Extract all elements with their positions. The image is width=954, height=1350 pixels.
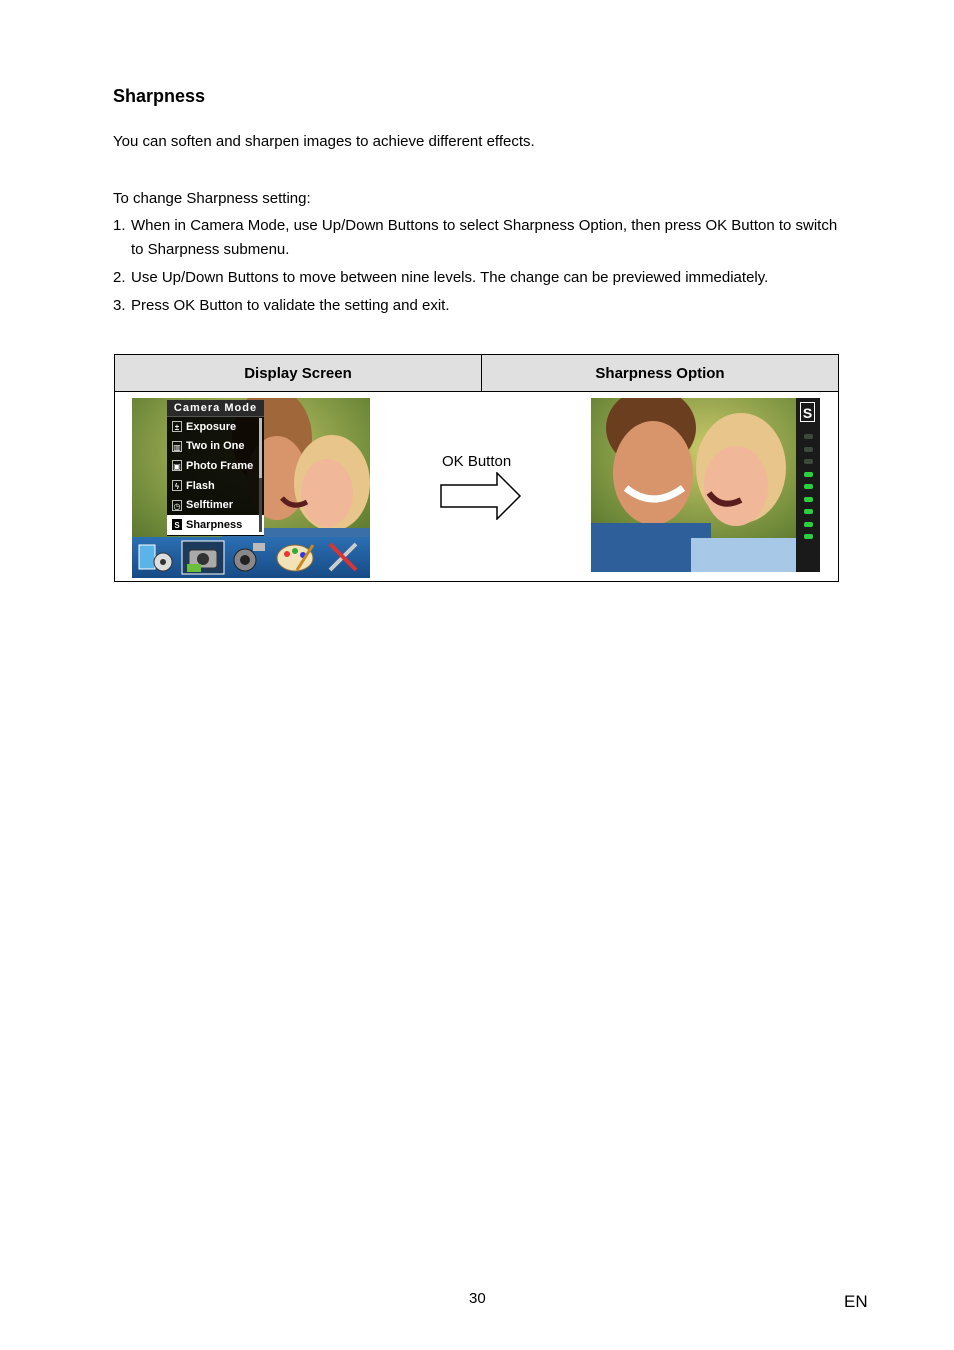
steps-list bbox=[113, 214, 848, 322]
sharpness-level-indicator bbox=[804, 484, 813, 489]
menu-item-sharpness[interactable] bbox=[167, 515, 264, 535]
sharpness-badge: S bbox=[800, 402, 815, 422]
family-photo bbox=[591, 398, 820, 572]
menu-item-label: Exposure bbox=[186, 420, 237, 433]
sharpness-option-header: Sharpness Option bbox=[482, 355, 838, 392]
playback-icon[interactable] bbox=[273, 540, 317, 575]
sharpness-option-screenshot bbox=[591, 398, 820, 572]
sharpness-icon: S bbox=[172, 519, 182, 530]
sharpness-level-indicator bbox=[804, 534, 813, 539]
sharpness-level-indicator bbox=[804, 522, 813, 527]
section-title: Sharpness bbox=[113, 86, 206, 106]
sharpness-level-indicator bbox=[804, 434, 813, 439]
menu-scrollbar[interactable] bbox=[259, 418, 262, 532]
right-arrow-icon bbox=[440, 472, 522, 520]
photo-frame-icon: ▣ bbox=[173, 462, 181, 472]
menu-item-label: Flash bbox=[186, 479, 215, 492]
movie-mode-icon[interactable] bbox=[135, 540, 179, 575]
language-tag: EN bbox=[844, 1292, 868, 1311]
step-number: 3. bbox=[113, 297, 126, 314]
menu-item-photo-frame[interactable] bbox=[167, 456, 264, 476]
sharpness-level-indicator bbox=[804, 459, 813, 464]
sharpness-level-indicator bbox=[804, 509, 813, 514]
menu-item-exposure[interactable] bbox=[167, 417, 264, 437]
flash-icon: ϟ bbox=[172, 480, 182, 491]
intro-text: You can soften and sharpen images to achieve different effects. bbox=[113, 133, 535, 150]
scrollbar-thumb[interactable] bbox=[259, 418, 262, 478]
step-text: Use Up/Down Buttons to move between nine levels. The change can be previewed immediately. bbox=[131, 269, 769, 286]
step-text: Press OK Button to validate the setting and exit. bbox=[131, 297, 450, 314]
page-number: 30 bbox=[469, 1290, 486, 1307]
sharpness-level-indicator bbox=[804, 447, 813, 452]
menu-item-two-in-one[interactable] bbox=[167, 437, 264, 457]
menu-item-selftimer[interactable] bbox=[167, 495, 264, 515]
step-number: 2. bbox=[113, 269, 126, 286]
menu-item-flash[interactable] bbox=[167, 476, 264, 496]
lead-text: To change Sharpness setting: bbox=[113, 190, 311, 207]
menu-item-label: Photo Frame bbox=[186, 459, 254, 472]
step-item bbox=[113, 294, 848, 318]
step-item bbox=[113, 214, 848, 262]
ok-button-label: OK Button bbox=[442, 453, 512, 470]
step-text: When in Camera Mode, use Up/Down Buttons to select Sharpness Option, then press OK Button to switch to Sharpness submenu. bbox=[131, 217, 838, 258]
webcam-mode-icon[interactable] bbox=[227, 540, 271, 575]
selftimer-icon: ◷ bbox=[173, 501, 181, 511]
exposure-icon: ± bbox=[172, 421, 182, 432]
camera-mode-icon[interactable] bbox=[181, 540, 225, 575]
sharpness-level-indicator bbox=[804, 497, 813, 502]
mode-toolbar bbox=[132, 537, 370, 578]
step-item bbox=[113, 266, 848, 290]
display-screen-header: Display Screen bbox=[115, 355, 482, 392]
menu-item-label: Selftimer bbox=[186, 499, 234, 512]
sharpness-level-indicator bbox=[804, 472, 813, 477]
menu-item-label: Two in One bbox=[186, 440, 245, 453]
camera-mode-menu bbox=[167, 400, 264, 536]
sharpness-level-bar[interactable] bbox=[796, 398, 820, 572]
camera-menu-screenshot bbox=[132, 398, 370, 578]
step-number: 1. bbox=[113, 217, 126, 234]
settings-tools-icon[interactable] bbox=[322, 540, 366, 575]
two-in-one-icon: ▥ bbox=[173, 442, 181, 452]
screens-table bbox=[114, 354, 839, 582]
menu-item-label: Sharpness bbox=[186, 518, 243, 531]
menu-title: Camera Mode bbox=[167, 400, 264, 417]
